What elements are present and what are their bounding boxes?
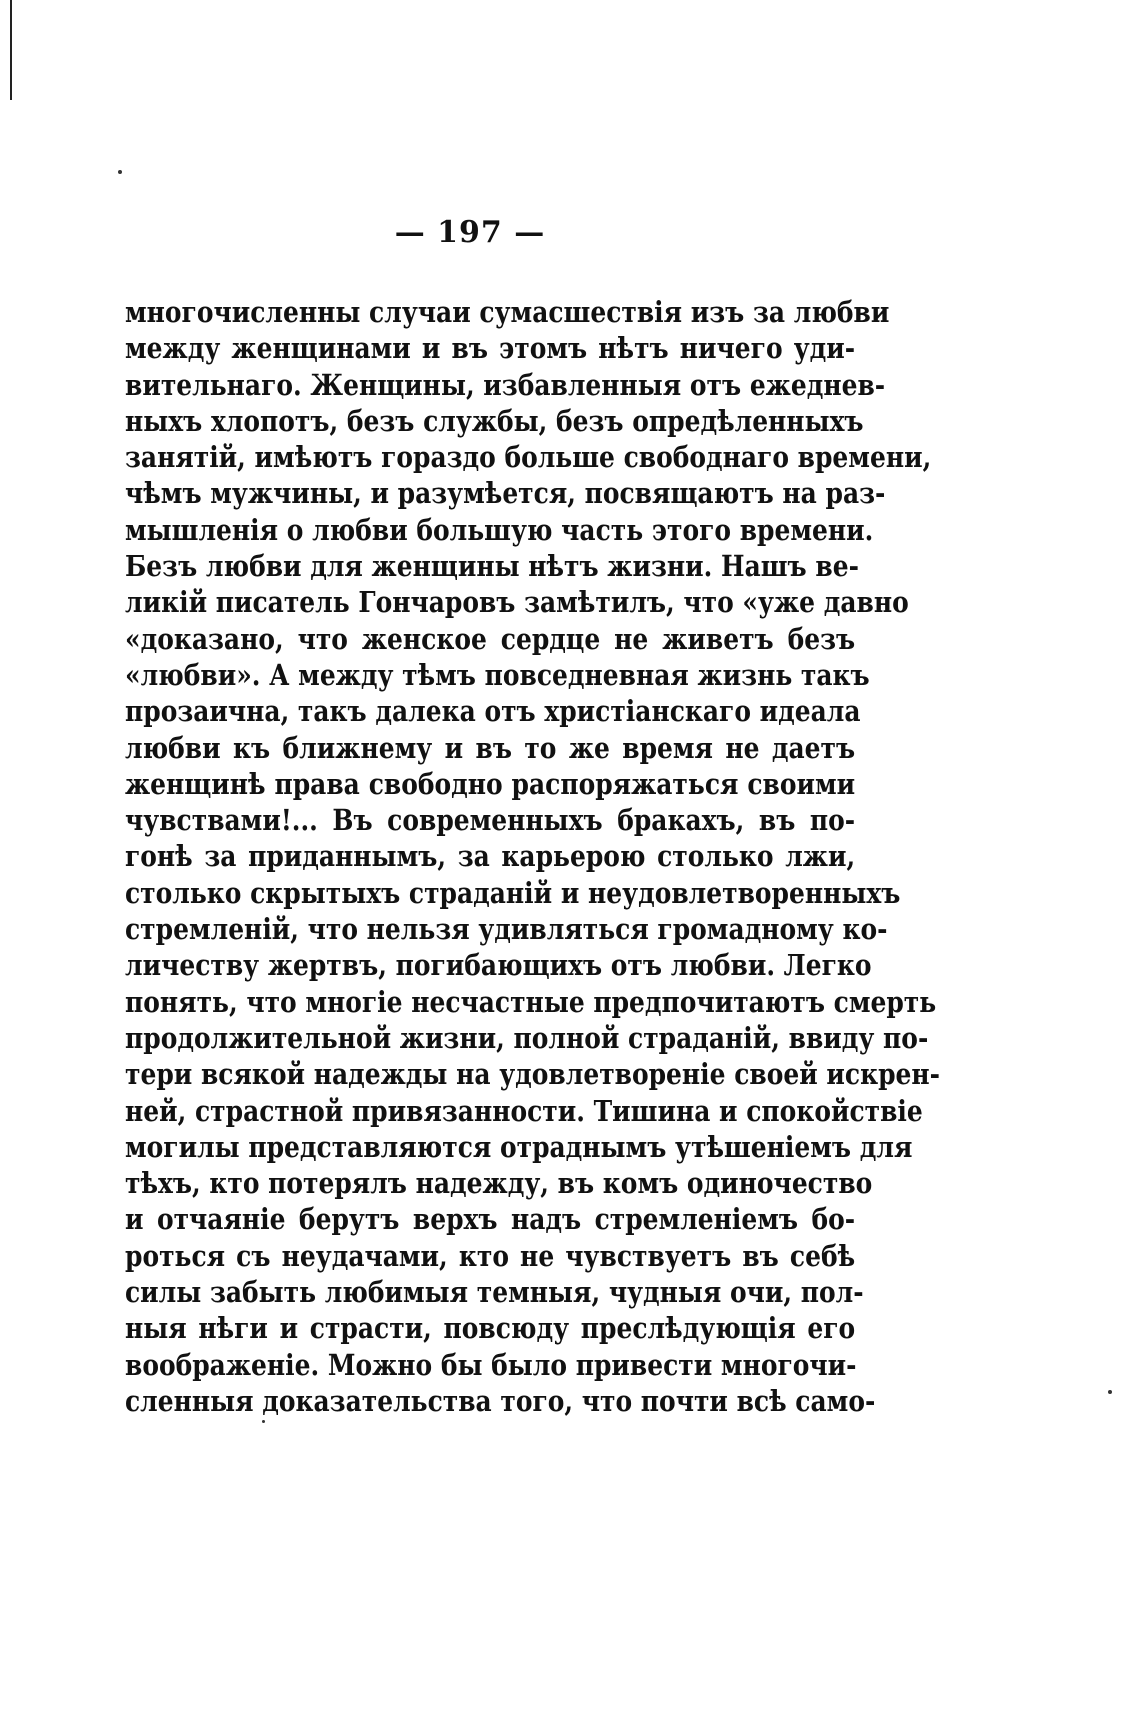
page-number: — 197 — [394, 215, 546, 250]
page-edge-line [10, 0, 12, 100]
text-line: гонѣ за приданнымъ, за карьерою столько лжи, [125, 839, 856, 874]
text-line: воображеніе. Можно бы было привести многочи- [125, 1347, 857, 1382]
text-line-last: сленныя доказательства того, что почти всѣ само- [125, 1383, 876, 1418]
text-line: стремленій, что нельзя удивляться громадному ко- [125, 912, 888, 947]
text-line: мышленія о любви большую часть этого времени. [125, 512, 874, 547]
text-line: тѣхъ, кто потерялъ надежду, въ комъ одиночество [125, 1166, 873, 1201]
text-line: любви къ ближнему и въ то же время не даетъ [125, 730, 856, 765]
text-line: женщинѣ права свободно распоряжаться своими [125, 766, 856, 801]
text-line: чувствами!... Въ современныхъ бракахъ, въ по- [125, 803, 856, 838]
text-line: ней, страстной привязанности. Тишина и спокойствіе [125, 1093, 923, 1128]
text-line: «любви». А между тѣмъ повседневная жизнь такъ [125, 657, 870, 692]
text-line: столько скрытыхъ страданій и неудовлетворенныхъ [125, 875, 901, 910]
text-line: «доказано, что женское сердце не живетъ безъ [125, 621, 856, 656]
text-line: ликій писатель Гончаровъ замѣтилъ, что «уже давно [125, 585, 909, 620]
ink-speck [118, 170, 122, 174]
text-line: прозаична, такъ далека отъ христіанскаго идеала [125, 694, 861, 729]
text-line: понять, что многіе несчастные предпочитаютъ смерть [125, 984, 937, 1019]
text-line: могилы представляются отраднымъ утѣшеніемъ для [125, 1129, 913, 1164]
body-text [125, 294, 941, 1419]
text-line: и отчаяніе берутъ верхъ надъ стремленіемъ бо- [125, 1202, 856, 1237]
text-line: продолжительной жизни, полной страданій, ввиду по- [125, 1020, 929, 1055]
text-line: ныя нѣги и страсти, повсюду преслѣдующія его [125, 1311, 856, 1346]
ink-speck [1108, 1390, 1112, 1394]
text-line: многочисленны случаи сумасшествія изъ за любви [125, 295, 890, 329]
text-line: между женщинами и въ этомъ нѣтъ ничего уди- [125, 331, 856, 366]
text-line: ныхъ хлопотъ, безъ службы, безъ опредѣленныхъ [125, 403, 864, 438]
text-line: чѣмъ мужчины, и разумѣется, посвящаютъ на раз- [125, 476, 886, 511]
text-line: занятій, имѣютъ гораздо больше свободнаго времени, [125, 440, 932, 475]
text-line: личеству жертвъ, погибающихъ отъ любви. Легко [125, 948, 872, 983]
text-line: Безъ любви для женщины нѣтъ жизни. Нашъ ве- [125, 549, 859, 584]
text-line: силы забыть любимыя темныя, чудныя очи, пол- [125, 1275, 864, 1310]
ink-speck [262, 1420, 265, 1423]
text-line: роться съ неудачами, кто не чувствуетъ въ себѣ [125, 1238, 856, 1273]
text-line: тери всякой надежды на удовлетвореніе своей искрен- [125, 1057, 941, 1092]
text-line: вительнаго. Женщины, избавленныя отъ ежеднев- [125, 367, 886, 402]
